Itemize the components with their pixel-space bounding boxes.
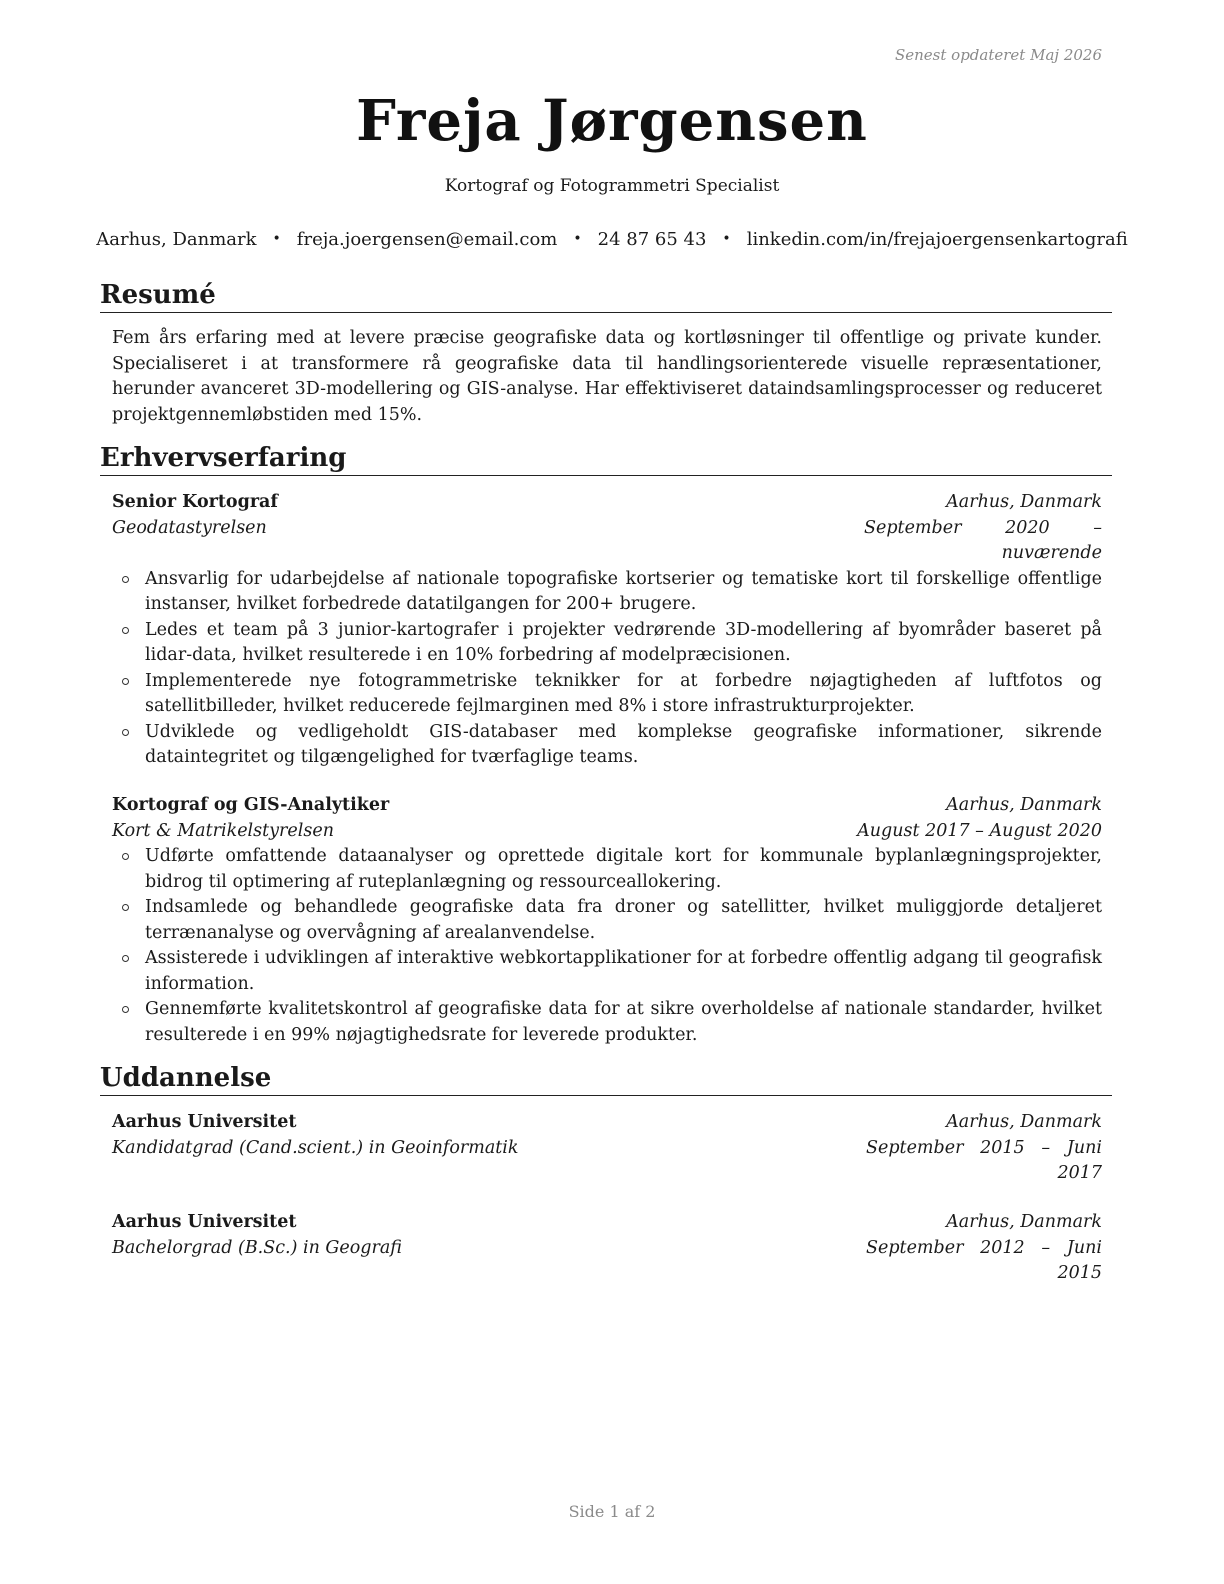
contact-line — [0, 229, 1224, 250]
section-heading-experience: Erhvervserfaring — [100, 443, 1112, 476]
contact-location: Aarhus, Danmark — [96, 229, 257, 250]
job-title: Kortograf og Fotogrammetri Specialist — [444, 176, 780, 196]
bullet-circle-icon — [122, 853, 129, 860]
job-bullets — [112, 844, 1102, 1048]
bullet-circle-icon — [122, 1006, 129, 1013]
education-dates: September 2015 – Juni 2017 — [866, 1137, 1102, 1183]
bullet-circle-icon — [122, 729, 129, 736]
job-company: Geodatastyrelsen — [112, 517, 267, 538]
list-item: Implementerede nye fotogrammetriske teknikker for at forbedre nøjagtigheden af luftfotos og satellitbilleder, hvilket reducerede fejlmarginen med 8% i store infrastrukturprojekter. — [112, 669, 1102, 720]
job-entry — [112, 793, 1102, 1048]
bullet-circle-icon — [122, 678, 129, 685]
job-role: Kortograf og GIS-Analytiker — [112, 795, 390, 815]
bullet-circle-icon — [122, 576, 129, 583]
contact-email[interactable]: freja.joergensen@email.com — [296, 229, 558, 250]
school-location: Aarhus, Danmark — [946, 1112, 1102, 1132]
degree-name: Bachelorgrad (B.Sc.) in Geografi — [112, 1237, 402, 1258]
job-role: Senior Kortograf — [112, 492, 278, 512]
degree-name: Kandidatgrad (Cand.scient.) in Geoinformatik — [112, 1137, 519, 1158]
education-entry — [112, 1210, 1102, 1287]
bullet-circle-icon — [122, 627, 129, 634]
bullet-circle-icon — [122, 904, 129, 911]
job-dates: August 2017 – August 2020 — [857, 820, 1102, 841]
list-item: Indsamlede og behandlede geografiske data fra droner og satellitter, hvilket muliggjorde detaljeret terrænanalyse og overvågning af arealanvendelse. — [112, 895, 1102, 946]
list-item: Ledes et team på 3 junior-kartografer i projekter vedrørende 3D-modellering af byområder baseret på lidar-data, hvilket resulterede i en 10% forbedring af modelpræcisionen. — [112, 618, 1102, 669]
job-location: Aarhus, Danmark — [946, 795, 1102, 815]
candidate-name: Freja Jørgensen — [356, 88, 868, 154]
last-updated: Senest opdateret Maj 2026 — [894, 46, 1102, 64]
section-heading-education: Uddannelse — [100, 1063, 1112, 1096]
list-item: Udførte omfattende dataanalyser og oprettede digitale kort for kommunale byplanlægningsprojekter, bidrog til optimering af ruteplanlægning og ressourceallokering. — [112, 844, 1102, 895]
list-item: Assisterede i udviklingen af interaktive webkortapplikationer for at forbedre offentlig adgang til geografisk information. — [112, 946, 1102, 997]
school-name: Aarhus Universitet — [112, 1212, 297, 1232]
section-heading-summary: Resumé — [100, 280, 1112, 313]
bullet-circle-icon — [122, 955, 129, 962]
job-bullets — [112, 567, 1102, 771]
school-name: Aarhus Universitet — [112, 1112, 297, 1132]
list-item: Gennemførte kvalitetskontrol af geografiske data for at sikre overholdelse af nationale standarder, hvilket resulterede i en 99% nøjagtighedsrate for leverede produkter. — [112, 997, 1102, 1048]
education-entry — [112, 1110, 1102, 1187]
separator-dot: • — [722, 231, 731, 247]
school-location: Aarhus, Danmark — [946, 1212, 1102, 1232]
summary-text: Fem års erfaring med at levere præcise geografiske data og kortløsninger til offentlige og private kunder. Specialiseret i at transformere rå geografiske data til handlingsorienterede visuelle repræsentationer, herunder avanceret 3D-modellering og GIS-analyse. Har effektiviseret dataindsamlingsprocesser og reduceret projektgennemløbstiden med 15%. — [112, 328, 1102, 425]
education-dates: September 2012 – Juni 2015 — [866, 1237, 1102, 1283]
job-dates: September 2020 – nuværende — [864, 517, 1102, 563]
separator-dot: • — [573, 231, 582, 247]
job-entry — [112, 490, 1102, 771]
page-number: Side 1 af 2 — [568, 1502, 656, 1521]
list-item: Udviklede og vedligeholdt GIS-databaser med komplekse geografiske informationer, sikrende dataintegritet og tilgængelighed for tværfaglige teams. — [112, 720, 1102, 771]
contact-phone[interactable]: 24 87 65 43 — [597, 229, 707, 250]
job-location: Aarhus, Danmark — [946, 492, 1102, 512]
job-company: Kort & Matrikelstyrelsen — [112, 820, 334, 841]
contact-linkedin[interactable]: linkedin.com/in/frejajoergensenkartografi — [746, 229, 1128, 250]
separator-dot: • — [272, 231, 281, 247]
list-item: Ansvarlig for udarbejdelse af nationale topografiske kortserier og tematiske kort til forskellige offentlige instanser, hvilket forbedrede datatilgangen for 200+ brugere. — [112, 567, 1102, 618]
